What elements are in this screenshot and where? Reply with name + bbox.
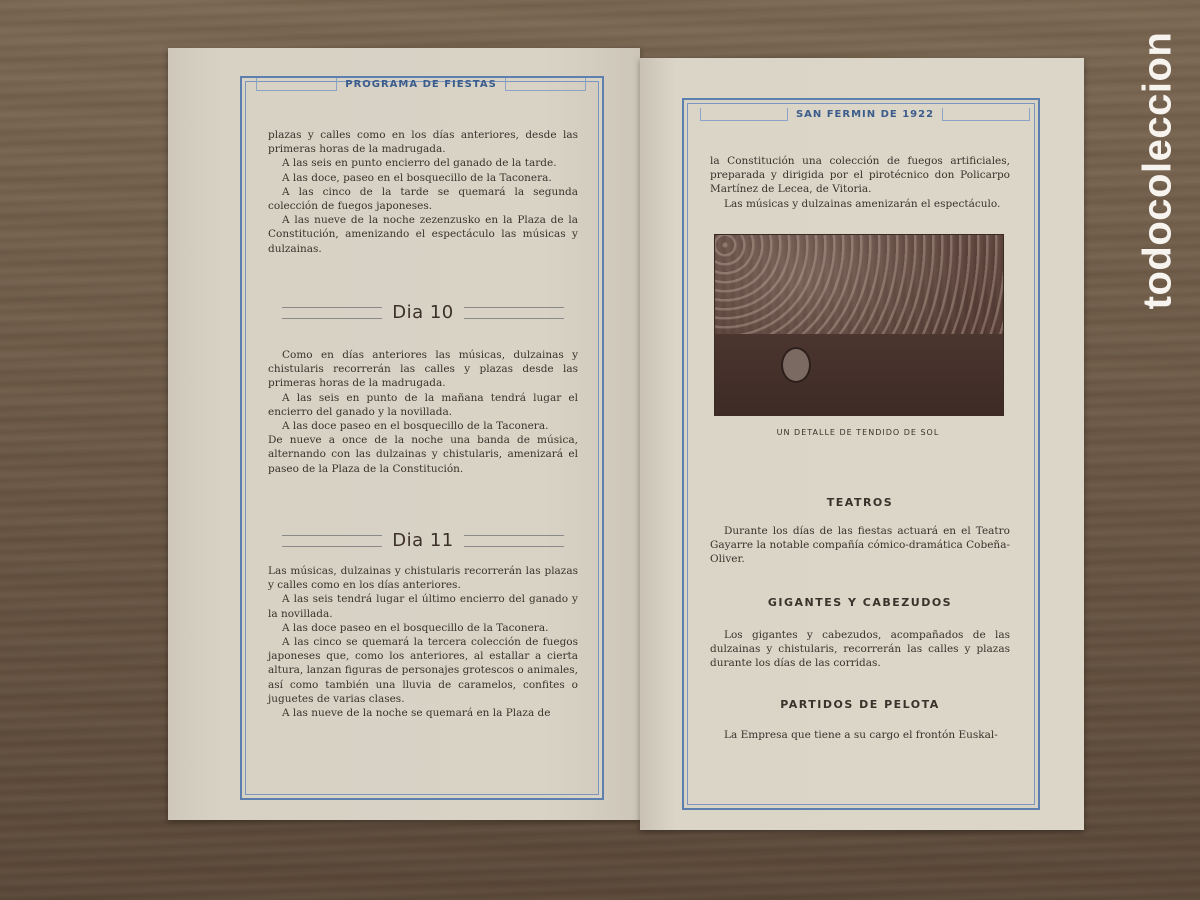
- paragraph: De nueve a once de la noche una banda de música, alternando con las dulzainas y chistularis, amenizará el paseo de la Plaza de la Constitución.: [268, 434, 578, 475]
- header-ornament-right: [942, 108, 1030, 121]
- paragraph: Las músicas, dulzainas y chistularis recorrerán las plazas y calles como en los días anteriores.: [268, 565, 578, 592]
- gigantes-title: GIGANTES Y CABEZUDOS: [767, 596, 953, 609]
- right-page-header: [700, 108, 1030, 121]
- heading-rule-right: [464, 535, 564, 547]
- right-text-block-1: [710, 154, 1010, 211]
- paragraph: Durante los días de las fiestas actuará en el Teatro Gayarre la notable compañía cómico-dramática Cobeña-Oliver.: [710, 525, 1010, 566]
- paragraph: A las seis tendrá lugar el último encierro del ganado y la novillada.: [268, 593, 578, 620]
- photo-crowd: [715, 235, 1003, 334]
- left-text-block-3: [268, 564, 578, 720]
- left-header-title: PROGRAMA DE FIESTAS: [345, 79, 497, 90]
- left-text-block-2: [268, 348, 578, 476]
- header-ornament-left: [700, 108, 788, 121]
- header-ornament-left: [256, 78, 337, 91]
- heading-rule-left: [282, 535, 382, 547]
- photo-caption: UN DETALLE DE TENDIDO DE SOL: [776, 428, 940, 437]
- right-page: [640, 58, 1084, 830]
- right-header-title: SAN FERMIN DE 1922: [795, 109, 935, 120]
- paragraph: A las seis en punto de la mañana tendrá lugar el encierro del ganado y la novillada.: [268, 391, 578, 418]
- pelota-text-block: [710, 728, 1010, 742]
- heading-rule-right: [464, 307, 564, 319]
- photo-shield: [781, 347, 811, 383]
- day-11-title: Dia 11: [392, 530, 454, 551]
- paragraph: A las seis en punto encierro del ganado de la tarde.: [282, 157, 557, 170]
- teatros-text-block: [710, 524, 1010, 567]
- left-page-header: [256, 78, 586, 91]
- day-10-heading: [268, 302, 578, 323]
- paragraph: Los gigantes y cabezudos, acompañados de las dulzainas y chistularis, recorrerán las calles y plazas durante los días de las corridas.: [710, 629, 1010, 670]
- paragraph: la Constitución una colección de fuegos artificiales, preparada y dirigida por el pirotécnico don Policarpo Martínez de Lecea, de Vitoria.: [710, 155, 1010, 196]
- paragraph: La Empresa que tiene a su cargo el frontón Euskal-: [724, 729, 998, 741]
- paragraph: Las músicas y dulzainas amenizarán el espectáculo.: [724, 197, 1001, 210]
- paragraph: A las doce paseo en el bosquecillo de la Taconera.: [282, 420, 549, 433]
- teatros-title: TEATROS: [826, 496, 894, 509]
- heading-rule-left: [282, 307, 382, 319]
- header-ornament-right: [505, 78, 586, 91]
- paragraph: Como en días anteriores las músicas, dulzainas y chistularis recorrerán las calles y plazas desde las primeras horas de la madrugada.: [268, 349, 578, 390]
- paragraph: A las doce, paseo en el bosquecillo de la Taconera.: [282, 171, 552, 184]
- paragraph: A las cinco de la tarde se quemará la segunda colección de fuegos japoneses.: [268, 185, 578, 213]
- pelota-title: PARTIDOS DE PELOTA: [780, 698, 940, 711]
- paragraph: A las cinco se quemará la tercera colección de fuegos japoneses que, como los anteriores, al estallar a cierta altura, lanzan figuras de personajes grotescos o animales, así como también una lluvia de caramelos, confites o juguetes de varias clases.: [268, 636, 578, 705]
- watermark-text: todocoleccion: [1135, 31, 1180, 309]
- day-10-title: Dia 10: [392, 302, 454, 323]
- photo-barrier: [715, 334, 1003, 415]
- gigantes-text-block: [710, 628, 1010, 671]
- bullring-photo: [714, 234, 1004, 416]
- paragraph: plazas y calles como en los días anteriores, desde las primeras horas de la madrugada.: [268, 129, 578, 156]
- left-page: [168, 48, 640, 820]
- watermark: [1128, 20, 1188, 320]
- left-text-block-1: [268, 128, 578, 256]
- paragraph: A las nueve de la noche se quemará en la Plaza de: [282, 707, 551, 720]
- paragraph: A las nueve de la noche zezenzusko en la Plaza de la Constitución, amenizando el espectáculo las músicas y dulzainas.: [268, 214, 578, 255]
- day-11-heading: [268, 530, 578, 551]
- paragraph: A las doce paseo en el bosquecillo de la Taconera.: [282, 621, 549, 634]
